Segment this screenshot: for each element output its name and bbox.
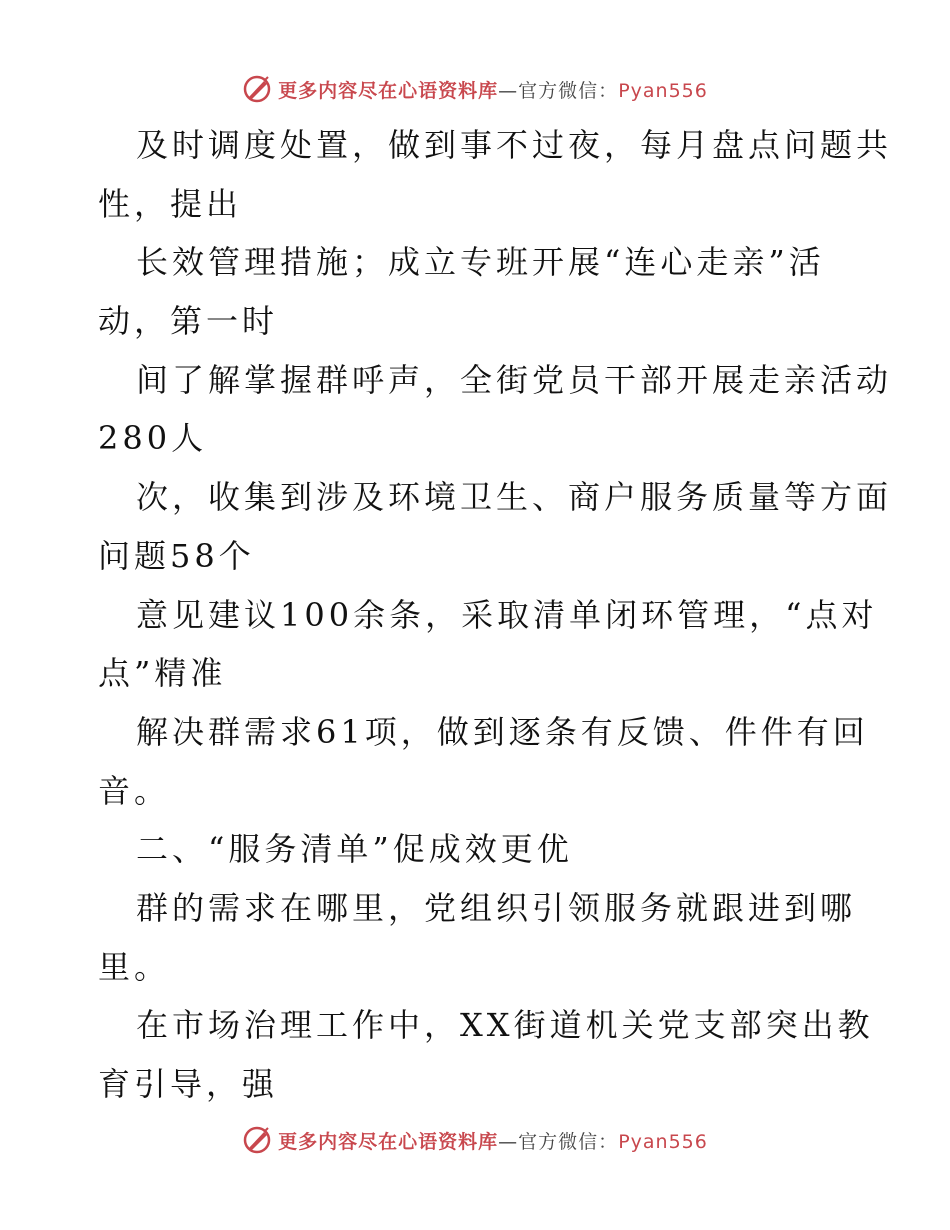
text-line: 次，收集到涉及环境卫生、商户服务质量等方面 [136,478,893,517]
footer-official-label: —官方微信： [498,1130,619,1153]
quill-logo-icon [242,74,272,104]
text-line: 里。 [98,947,171,986]
header-brand: 更多内容尽在心语资料库 [278,79,499,102]
text-line: 意见建议100余条，采取清单闭环管理，“点对 [136,595,878,634]
text-line: 音。 [98,771,171,810]
quill-logo-icon [242,1125,272,1155]
text-line: 280人 [98,419,208,458]
text-line: 问题58个 [98,536,255,575]
footer-wechat-id: Pyan556 [618,1130,708,1153]
text-line: 解决群需求61项，做到逐条有反馈、件件有回 [136,712,869,751]
text-line: 群的需求在哪里，党组织引领服务就跟进到哪 [136,888,857,927]
header-banner [0,72,950,106]
text-line: 育引导，强 [98,1065,279,1103]
header-official-label: —官方微信： [498,79,619,102]
text-line: 性，提出 [98,184,243,223]
text-line: 间了解掌握群呼声，全街党员干部开展走亲活动 [136,360,893,399]
text-line: 点”精准 [98,654,227,693]
footer-banner [0,1123,950,1157]
footer-banner-text [278,1127,708,1154]
text-line: 及时调度处置，做到事不过夜，每月盘点问题共 [136,126,893,164]
header-banner-text [278,76,708,103]
text-line: 动，第一时 [98,302,279,341]
document-body [98,116,893,1114]
section-heading: 二、“服务清单”促成效更优 [136,830,573,869]
header-wechat-id: Pyan556 [618,79,708,102]
text-line: 在市场治理工作中，XX街道机关党支部突出教 [136,1006,874,1045]
text-line: 长效管理措施；成立专班开展“连心走亲”活 [136,243,825,282]
footer-brand: 更多内容尽在心语资料库 [278,1130,499,1153]
